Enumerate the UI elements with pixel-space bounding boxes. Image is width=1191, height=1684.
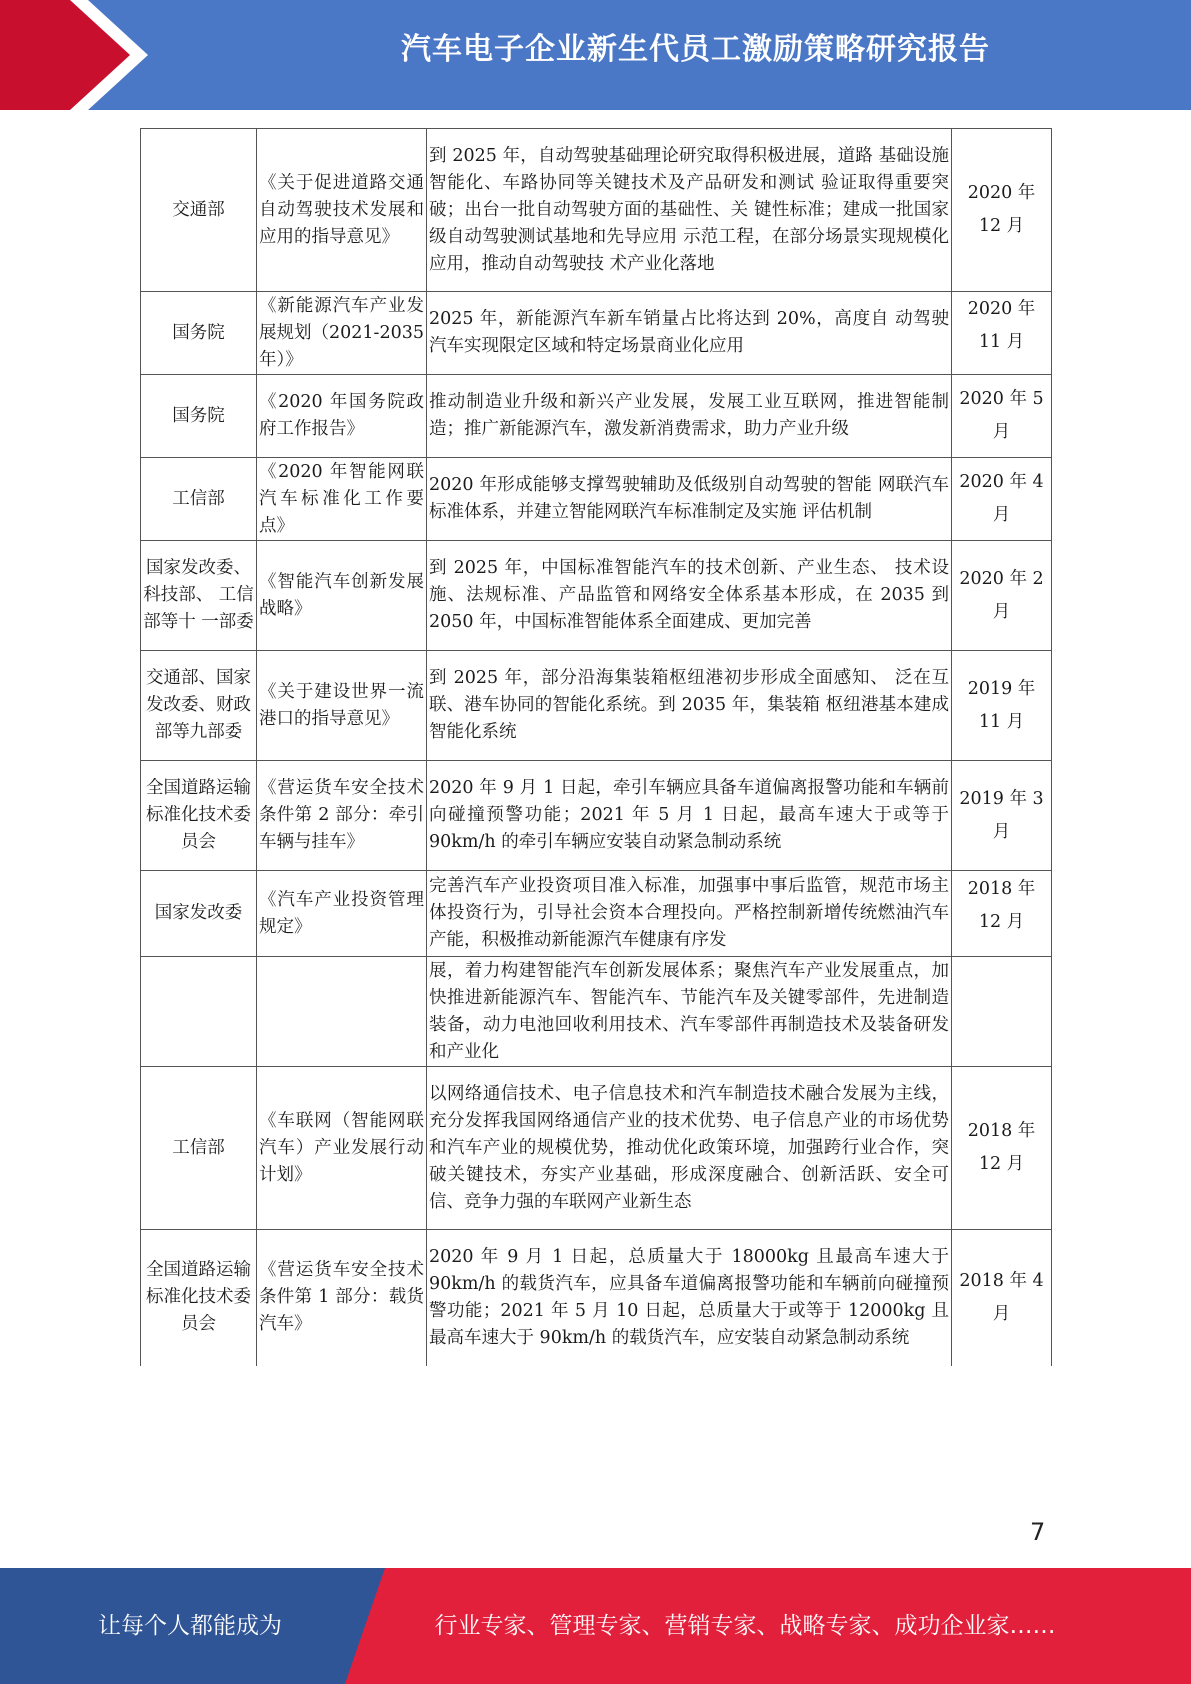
table-row [141, 1230, 1052, 1366]
footer-slogan-left: 让每个人都能成为 [98, 1613, 282, 1639]
page-number: 7 [1030, 1518, 1046, 1546]
agency-cell: 全国道路运输标准化技术委员会 [141, 1230, 257, 1366]
agency-cell: 全国道路运输标准化技术委员会 [141, 761, 257, 871]
header-band [0, 0, 1191, 110]
table-row [141, 129, 1052, 292]
policy-cell: 《智能汽车创新发展战略》 [257, 541, 427, 651]
table-row [141, 957, 1052, 1067]
date-cell: 2018 年 12 月 [952, 1067, 1052, 1230]
content-cell: 2020 年 9 月 1 日起，牵引车辆应具备车道偏离报警功能和车辆前向碰撞预警功能；2021 年 5 月 1 日起，最高车速大于或等于 90km/h 的牵引车辆应安装自动紧急制动系统 [427, 761, 952, 871]
policy-cell: 《新能源汽车产业发展规划（2021-2035 年）》 [257, 292, 427, 375]
table-row [141, 761, 1052, 871]
content-cell: 推动制造业升级和新兴产业发展，发展工业互联网，推进智能制造；推广新能源汽车，激发新消费需求，助力产业升级 [427, 375, 952, 458]
policy-cell: 《2020 年国务院政府工作报告》 [257, 375, 427, 458]
table-row [141, 1067, 1052, 1230]
date-cell [952, 957, 1052, 1067]
footer-slogan-right: 行业专家、管理专家、营销专家、战略专家、成功企业家…… [434, 1613, 1056, 1639]
content-cell: 2025 年，新能源汽车新车销量占比将达到 20%，高度自 动驾驶汽车实现限定区域和特定场景商业化应用 [427, 292, 952, 375]
agency-cell: 国务院 [141, 375, 257, 458]
policy-cell: 《车联网（智能网联汽车）产业发展行动计划》 [257, 1067, 427, 1230]
policy-cell: 《2020 年智能网联汽车标准化工作要点》 [257, 458, 427, 541]
policy-cell: 《汽车产业投资管理规定》 [257, 871, 427, 957]
agency-cell: 工信部 [141, 458, 257, 541]
content-cell: 2020 年 9 月 1 日起，总质量大于 18000kg 且最高车速大于 90km/h 的载货汽车，应具备车道偏离报警功能和车辆前向碰撞预警功能；2021 年 5 月 10 日起，总质量大于或等于 12000kg 且最高车速大于 90km/h 的载货汽车，应安装自动紧急制动系统 [427, 1230, 952, 1366]
date-cell: 2019 年 3 月 [952, 761, 1052, 871]
agency-cell: 交通部 [141, 129, 257, 292]
table-row [141, 651, 1052, 761]
policy-cell: 《营运货车安全技术条件第 1 部分：载货汽车》 [257, 1230, 427, 1366]
agency-cell [141, 957, 257, 1067]
content-cell: 以网络通信技术、电子信息技术和汽车制造技术融合发展为主线，充分发挥我国网络通信产业的技术优势、电子信息产业的市场优势和汽车产业的规模优势，推动优化政策环境，加强跨行业合作，突破关键技术，夯实产业基础，形成深度融合、创新活跃、安全可信、竞争力强的车联网产业新生态 [427, 1067, 952, 1230]
table-row [141, 871, 1052, 957]
agency-cell: 国务院 [141, 292, 257, 375]
content-cell: 到 2025 年，自动驾驶基础理论研究取得积极进展，道路 基础设施智能化、车路协同等关键技术及产品研发和测试 验证取得重要突破；出台一批自动驾驶方面的基础性、关 键性标准；建成一批国家级自动驾驶测试基地和先导应用 示范工程，在部分场景实现规模化应用，推动自动驾驶技 术产业化落地 [427, 129, 952, 292]
table-row [141, 458, 1052, 541]
date-clip: 2020 年 11 月 [967, 299, 1036, 352]
content-cell: 展，着力构建智能汽车创新发展体系；聚焦汽车产业发展重点，加快推进新能源汽车、智能汽车、节能汽车及关键零部件，先进制造装备，动力电池回收利用技术、汽车零部件再制造技术及装备研发和产业化 [427, 957, 952, 1067]
date-cell: 2020 年 4 月 [952, 458, 1052, 541]
policy-cell [257, 957, 427, 1067]
date-cell: 2020 年 5 月 [952, 375, 1052, 458]
agency-cell: 国家发改委、科技部、 工信部等十 一部委 [141, 541, 257, 651]
policy-cell: 《关于建设世界一流港口的指导意见》 [257, 651, 427, 761]
agency-cell: 国家发改委 [141, 871, 257, 957]
content-cell: 到 2025 年，部分沿海集装箱枢纽港初步形成全面感知、 泛在互联、港车协同的智能化系统。到 2035 年，集装箱 枢纽港基本建成智能化系统 [427, 651, 952, 761]
content-cell: 完善汽车产业投资项目准入标准，加强事中事后监管，规范市场主体投资行为，引导社会资本合理投向。严格控制新增传统燃油汽车产能，积极推动新能源汽车健康有序发 [427, 871, 952, 957]
agency-cell: 交通部、国家发改委、财政部等九部委 [141, 651, 257, 761]
table-row [141, 541, 1052, 651]
content-cell: 2020 年形成能够支撑驾驶辅助及低级别自动驾驶的智能 网联汽车标准体系，并建立智能网联汽车标准制定及实施 评估机制 [427, 458, 952, 541]
table-row [141, 375, 1052, 458]
date-cell: 2020 年 2 月 [952, 541, 1052, 651]
date-cell [952, 292, 1052, 375]
table-row [141, 292, 1052, 375]
date-cell: 2019 年 11 月 [952, 651, 1052, 761]
date-cell: 2020 年 12 月 [952, 129, 1052, 292]
content-cell: 到 2025 年，中国标准智能汽车的技术创新、产业生态、 技术设施、法规标准、产品监管和网络安全体系基本形成，在 2035 到 2050 年，中国标准智能体系全面建成、更加完善 [427, 541, 952, 651]
policy-cell: 《关于促进道路交通自动驾驶技术发展和应用的指导意见》 [257, 129, 427, 292]
agency-cell: 工信部 [141, 1067, 257, 1230]
header-arrow-icon [0, 0, 160, 110]
policy-cell: 《营运货车安全技术条件第 2 部分：牵引车辆与挂车》 [257, 761, 427, 871]
policy-table [140, 128, 1052, 1366]
report-title: 汽车电子企业新生代员工激励策略研究报告 [401, 32, 990, 67]
date-cell [952, 871, 1052, 957]
date-clip: 2018 年 12 月 [967, 878, 1036, 932]
date-cell: 2018 年 4 月 [952, 1230, 1052, 1366]
